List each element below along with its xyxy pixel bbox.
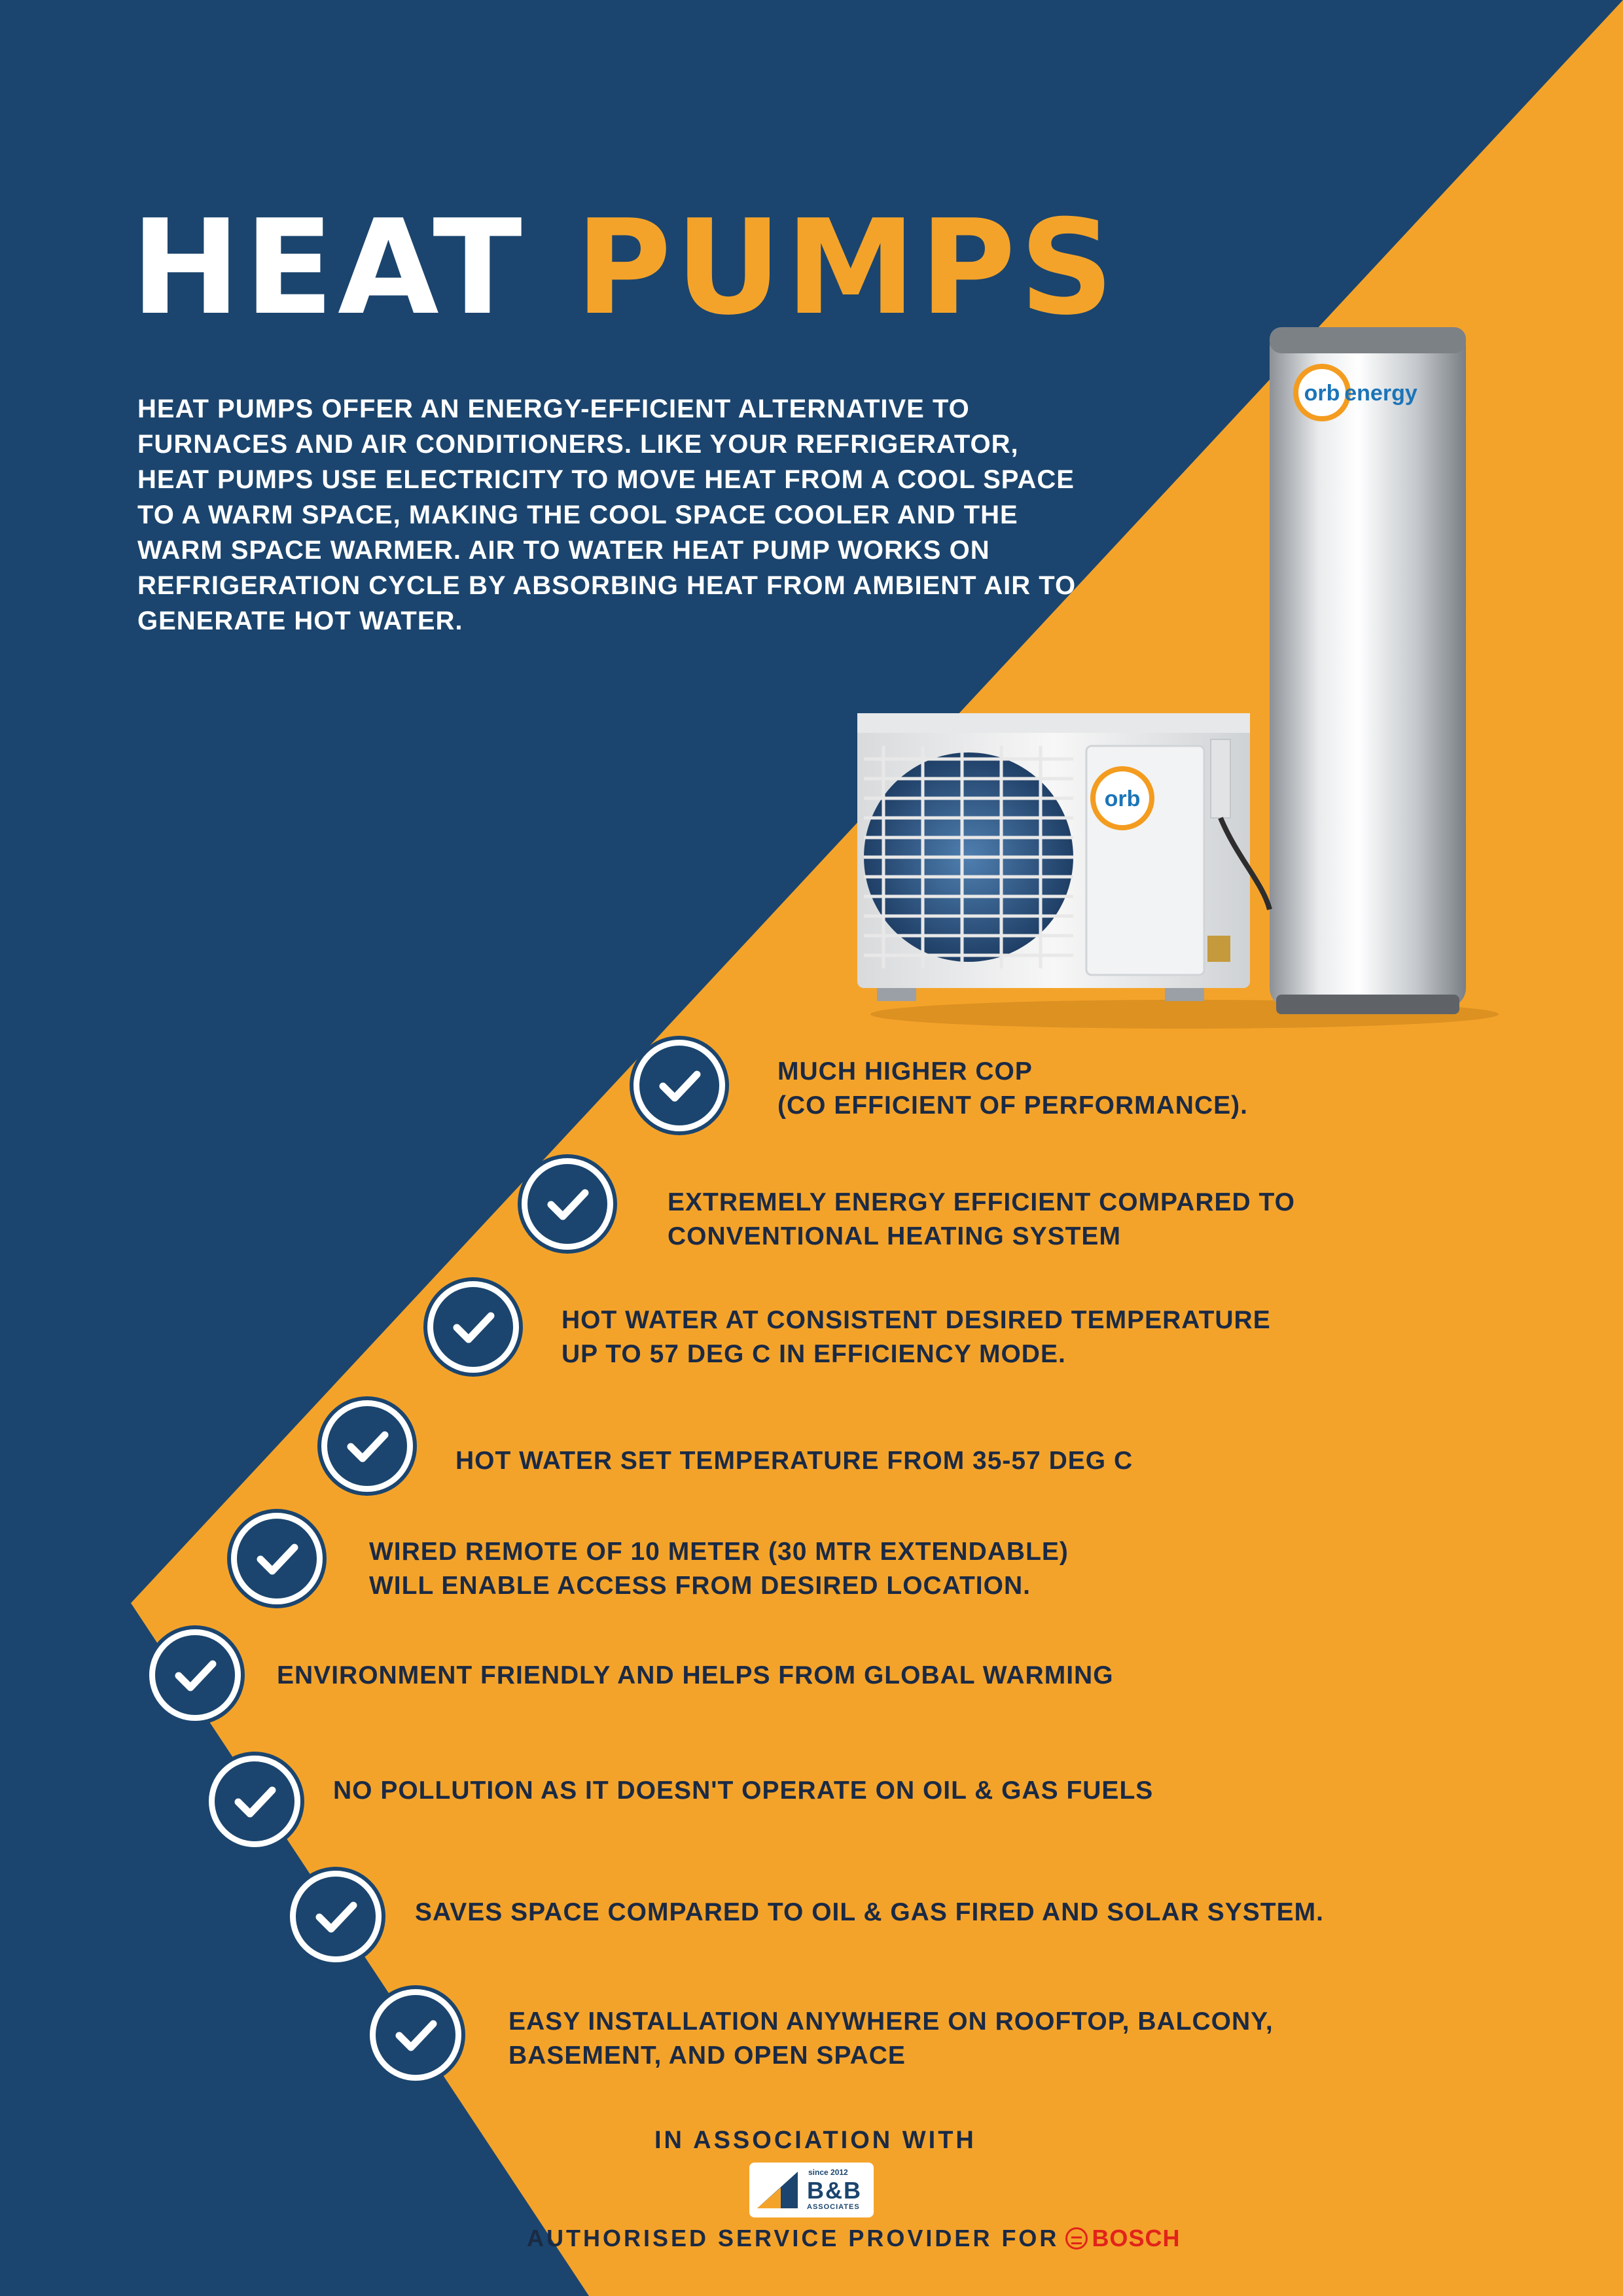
feature-item: HOT WATER SET TEMPERATURE FROM 35-57 DEG C — [455, 1447, 1133, 1475]
bb-logo-mark-icon — [755, 2169, 800, 2211]
association-label: IN ASSOCIATION WITH — [654, 2127, 976, 2154]
unit-foot-right — [1165, 988, 1204, 1001]
bosch-logo-icon — [1065, 2227, 1088, 2250]
feature-item: EASY INSTALLATION ANYWHERE ON ROOFTOP, BALCONY, BASEMENT, AND OPEN SPACE — [508, 2007, 1274, 2070]
bosch-brand: BOSCH — [1092, 2225, 1181, 2252]
check-icon — [321, 1400, 413, 1492]
outdoor-brand-orb: orb — [1104, 786, 1141, 811]
tank-brand-orb: orb — [1304, 381, 1340, 406]
bb-logo-since: since 2012 — [808, 2168, 848, 2177]
title-word-pumps: PUMPS — [575, 192, 1118, 344]
check-icon — [522, 1158, 613, 1250]
footer-text: AUTHORISED SERVICE PROVIDER FOR — [527, 2225, 1060, 2252]
heat-pump-product-image — [844, 321, 1505, 1034]
title-word-heat: HEAT — [131, 192, 526, 344]
bb-logo-main: B&B — [807, 2177, 862, 2204]
check-icon — [370, 1989, 461, 2081]
check-icon — [209, 1756, 300, 1847]
page-title — [131, 192, 1118, 344]
feature-item: EXTREMELY ENERGY EFFICIENT COMPARED TO CONVENTIONAL HEATING SYSTEM — [668, 1188, 1295, 1250]
feature-item: WIRED REMOTE OF 10 METER (30 MTR EXTENDABLE) WILL ENABLE ACCESS FROM DESIRED LOCATION. — [369, 1538, 1069, 1600]
check-icon — [231, 1513, 323, 1604]
feature-item: SAVES SPACE COMPARED TO OIL & GAS FIRED AND SOLAR SYSTEM. — [415, 1898, 1324, 1926]
outdoor-unit-logo — [1093, 769, 1152, 828]
unit-foot-left — [877, 988, 916, 1001]
feature-item: NO POLLUTION AS IT DOESN'T OPERATE ON OIL & GAS FUELS — [333, 1776, 1154, 1805]
check-icon — [290, 1871, 382, 1962]
bb-associates-logo — [749, 2163, 874, 2217]
tank-bottom-base — [1276, 995, 1459, 1014]
intro-paragraph: HEAT PUMPS OFFER AN ENERGY-EFFICIENT ALTERNATIVE TO FURNACES AND AIR CONDITIONERS. LIKE YOUR REFRIGERATOR, HEAT PUMPS USE ELECTRICITY TO MOVE HEAT FROM A COOL SPACE TO A WARM SPACE, MAKING THE COOL SPACE COOLER AND THE WARM SPACE WARMER. AIR TO WATER HEAT PUMP WORKS ON REFRIGERATION CYCLE BY ABSORBING HEAT FROM AMBIENT AIR TO GENERATE HOT WATER. — [137, 395, 1077, 635]
check-icon — [149, 1629, 241, 1721]
check-icon — [427, 1281, 519, 1373]
feature-item: ENVIRONMENT FRIENDLY AND HELPS FROM GLOBAL WARMING — [277, 1661, 1114, 1689]
feature-item: HOT WATER AT CONSISTENT DESIRED TEMPERATURE UP TO 57 DEG C IN EFFICIENCY MODE. — [562, 1306, 1271, 1368]
footer-service-provider — [527, 2225, 1180, 2252]
tank-top-cap — [1270, 327, 1466, 353]
bb-logo-sub: ASSOCIATES — [807, 2203, 860, 2211]
tank-brand-energy: energy — [1344, 381, 1418, 406]
feature-item: MUCH HIGHER COP (CO EFFICIENT OF PERFORMANCE). — [777, 1057, 1248, 1120]
check-icon — [633, 1040, 725, 1131]
water-tank — [1270, 327, 1466, 1008]
fan-grille — [864, 746, 1073, 968]
